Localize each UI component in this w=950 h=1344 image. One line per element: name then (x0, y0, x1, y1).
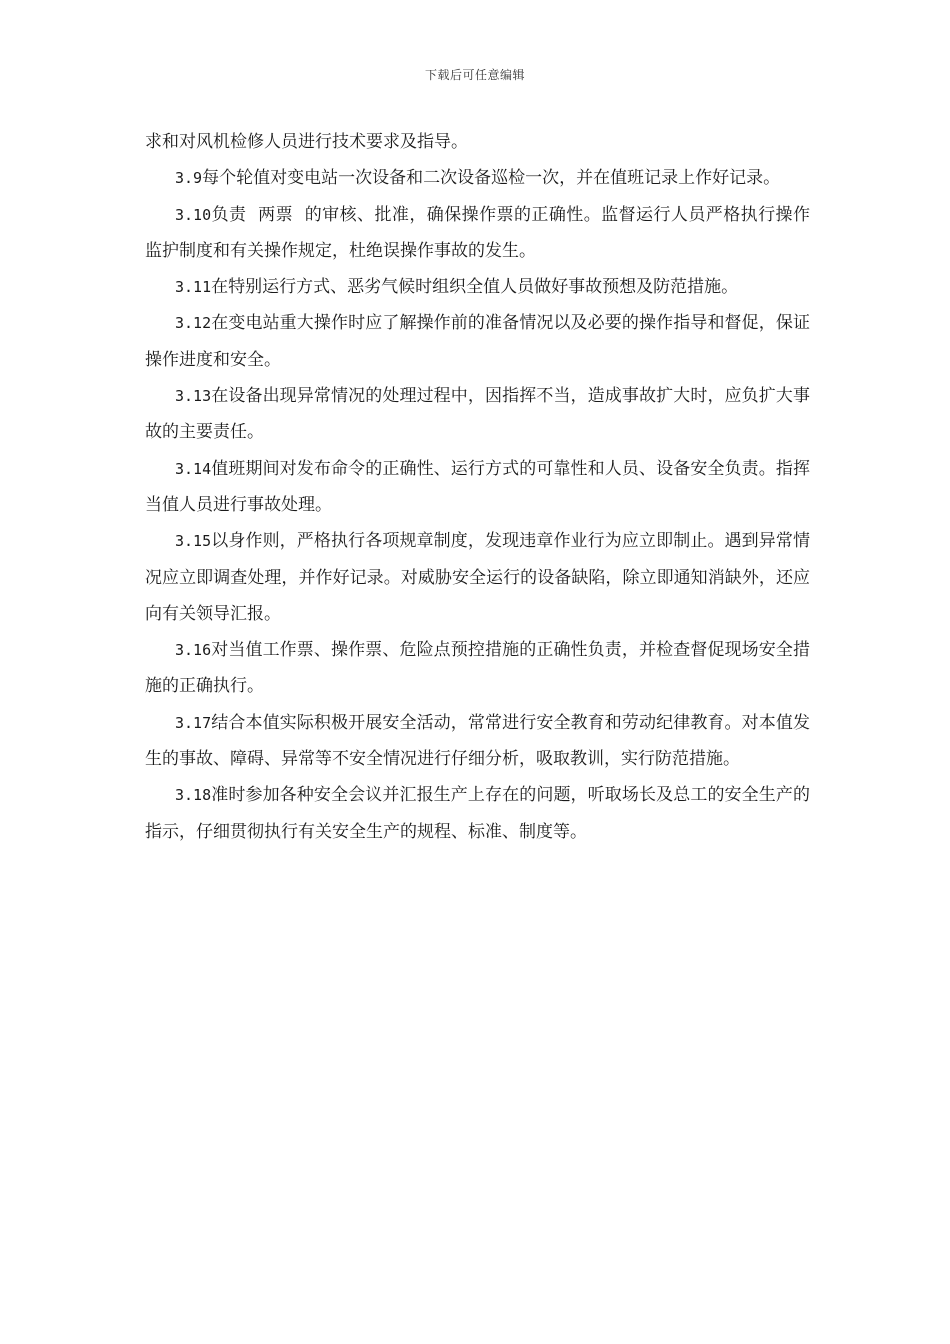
paragraph-text: 在设备出现异常情况的处理过程中，因指挥不当，造成事故扩大时，应负扩大事故的主要责任。 (145, 386, 810, 443)
paragraph-3-14 (145, 451, 810, 524)
paragraph-text: 每个轮值对变电站一次设备和二次设备巡检一次，并在值班记录上作好记录。 (202, 168, 781, 189)
paragraph-text: 以身作则，严格执行各项规章制度，发现违章作业行为应立即制止。遇到异常情况应立即调查处理，并作好记录。对威胁安全运行的设备缺陷，除立即通知消缺外，还应向有关领导汇报。 (145, 531, 810, 624)
clause-number: 3.12 (175, 314, 212, 333)
paragraph-3-13 (145, 378, 810, 451)
clause-number: 3.17 (175, 713, 212, 732)
clause-number: 3.15 (175, 532, 212, 551)
clause-number: 3.13 (175, 387, 212, 406)
paragraph-text: 准时参加各种安全会议并汇报生产上存在的问题，听取场长及总工的安全生产的指示，仔细贯彻执行有关安全生产的规程、标准、制度等。 (145, 785, 810, 842)
paragraph-3-17 (145, 705, 810, 778)
document-body (145, 124, 810, 850)
paragraph-3-16 (145, 632, 810, 705)
paragraph-3-11 (145, 269, 810, 305)
paragraph-text: 在变电站重大操作时应了解操作前的准备情况以及必要的操作指导和督促，保证操作进度和安全。 (145, 313, 810, 370)
paragraph-text: 求和对风机检修人员进行技术要求及指导。 (145, 132, 468, 152)
paragraph-3-15 (145, 523, 810, 632)
paragraph-text: 对当值工作票、操作票、危险点预控措施的正确性负责，并检查督促现场安全措施的正确执行。 (145, 640, 810, 697)
clause-number: 3.9 (175, 169, 203, 188)
paragraph-0 (145, 124, 810, 160)
paragraph-text: 值班期间对发布命令的正确性、运行方式的可靠性和人员、设备安全负责。指挥当值人员进行事故处理。 (145, 458, 810, 515)
paragraph-text: 在特别运行方式、恶劣气候时组织全值人员做好事故预想及防范措施。 (211, 277, 739, 298)
clause-number: 3.16 (175, 641, 212, 660)
paragraph-3-18 (145, 777, 810, 850)
paragraph-3-12 (145, 305, 810, 378)
paragraph-text: 负责 两票 的审核、批准，确保操作票的正确性。监督运行人员严格执行操作监护制度和有关操作规定，杜绝误操作事故的发生。 (145, 204, 810, 261)
clause-number: 3.18 (175, 786, 212, 805)
header-note: 下载后可任意编辑 (424, 68, 525, 82)
clause-number: 3.14 (175, 459, 212, 478)
clause-number: 3.10 (175, 205, 212, 224)
paragraph-text: 结合本值实际积极开展安全活动，常常进行安全教育和劳动纪律教育。对本值发生的事故、障碍、异常等不安全情况进行仔细分析，吸取教训，实行防范措施。 (145, 712, 810, 770)
paragraph-3-9 (145, 160, 810, 196)
paragraph-3-10 (145, 197, 810, 270)
clause-number: 3.11 (175, 278, 212, 297)
